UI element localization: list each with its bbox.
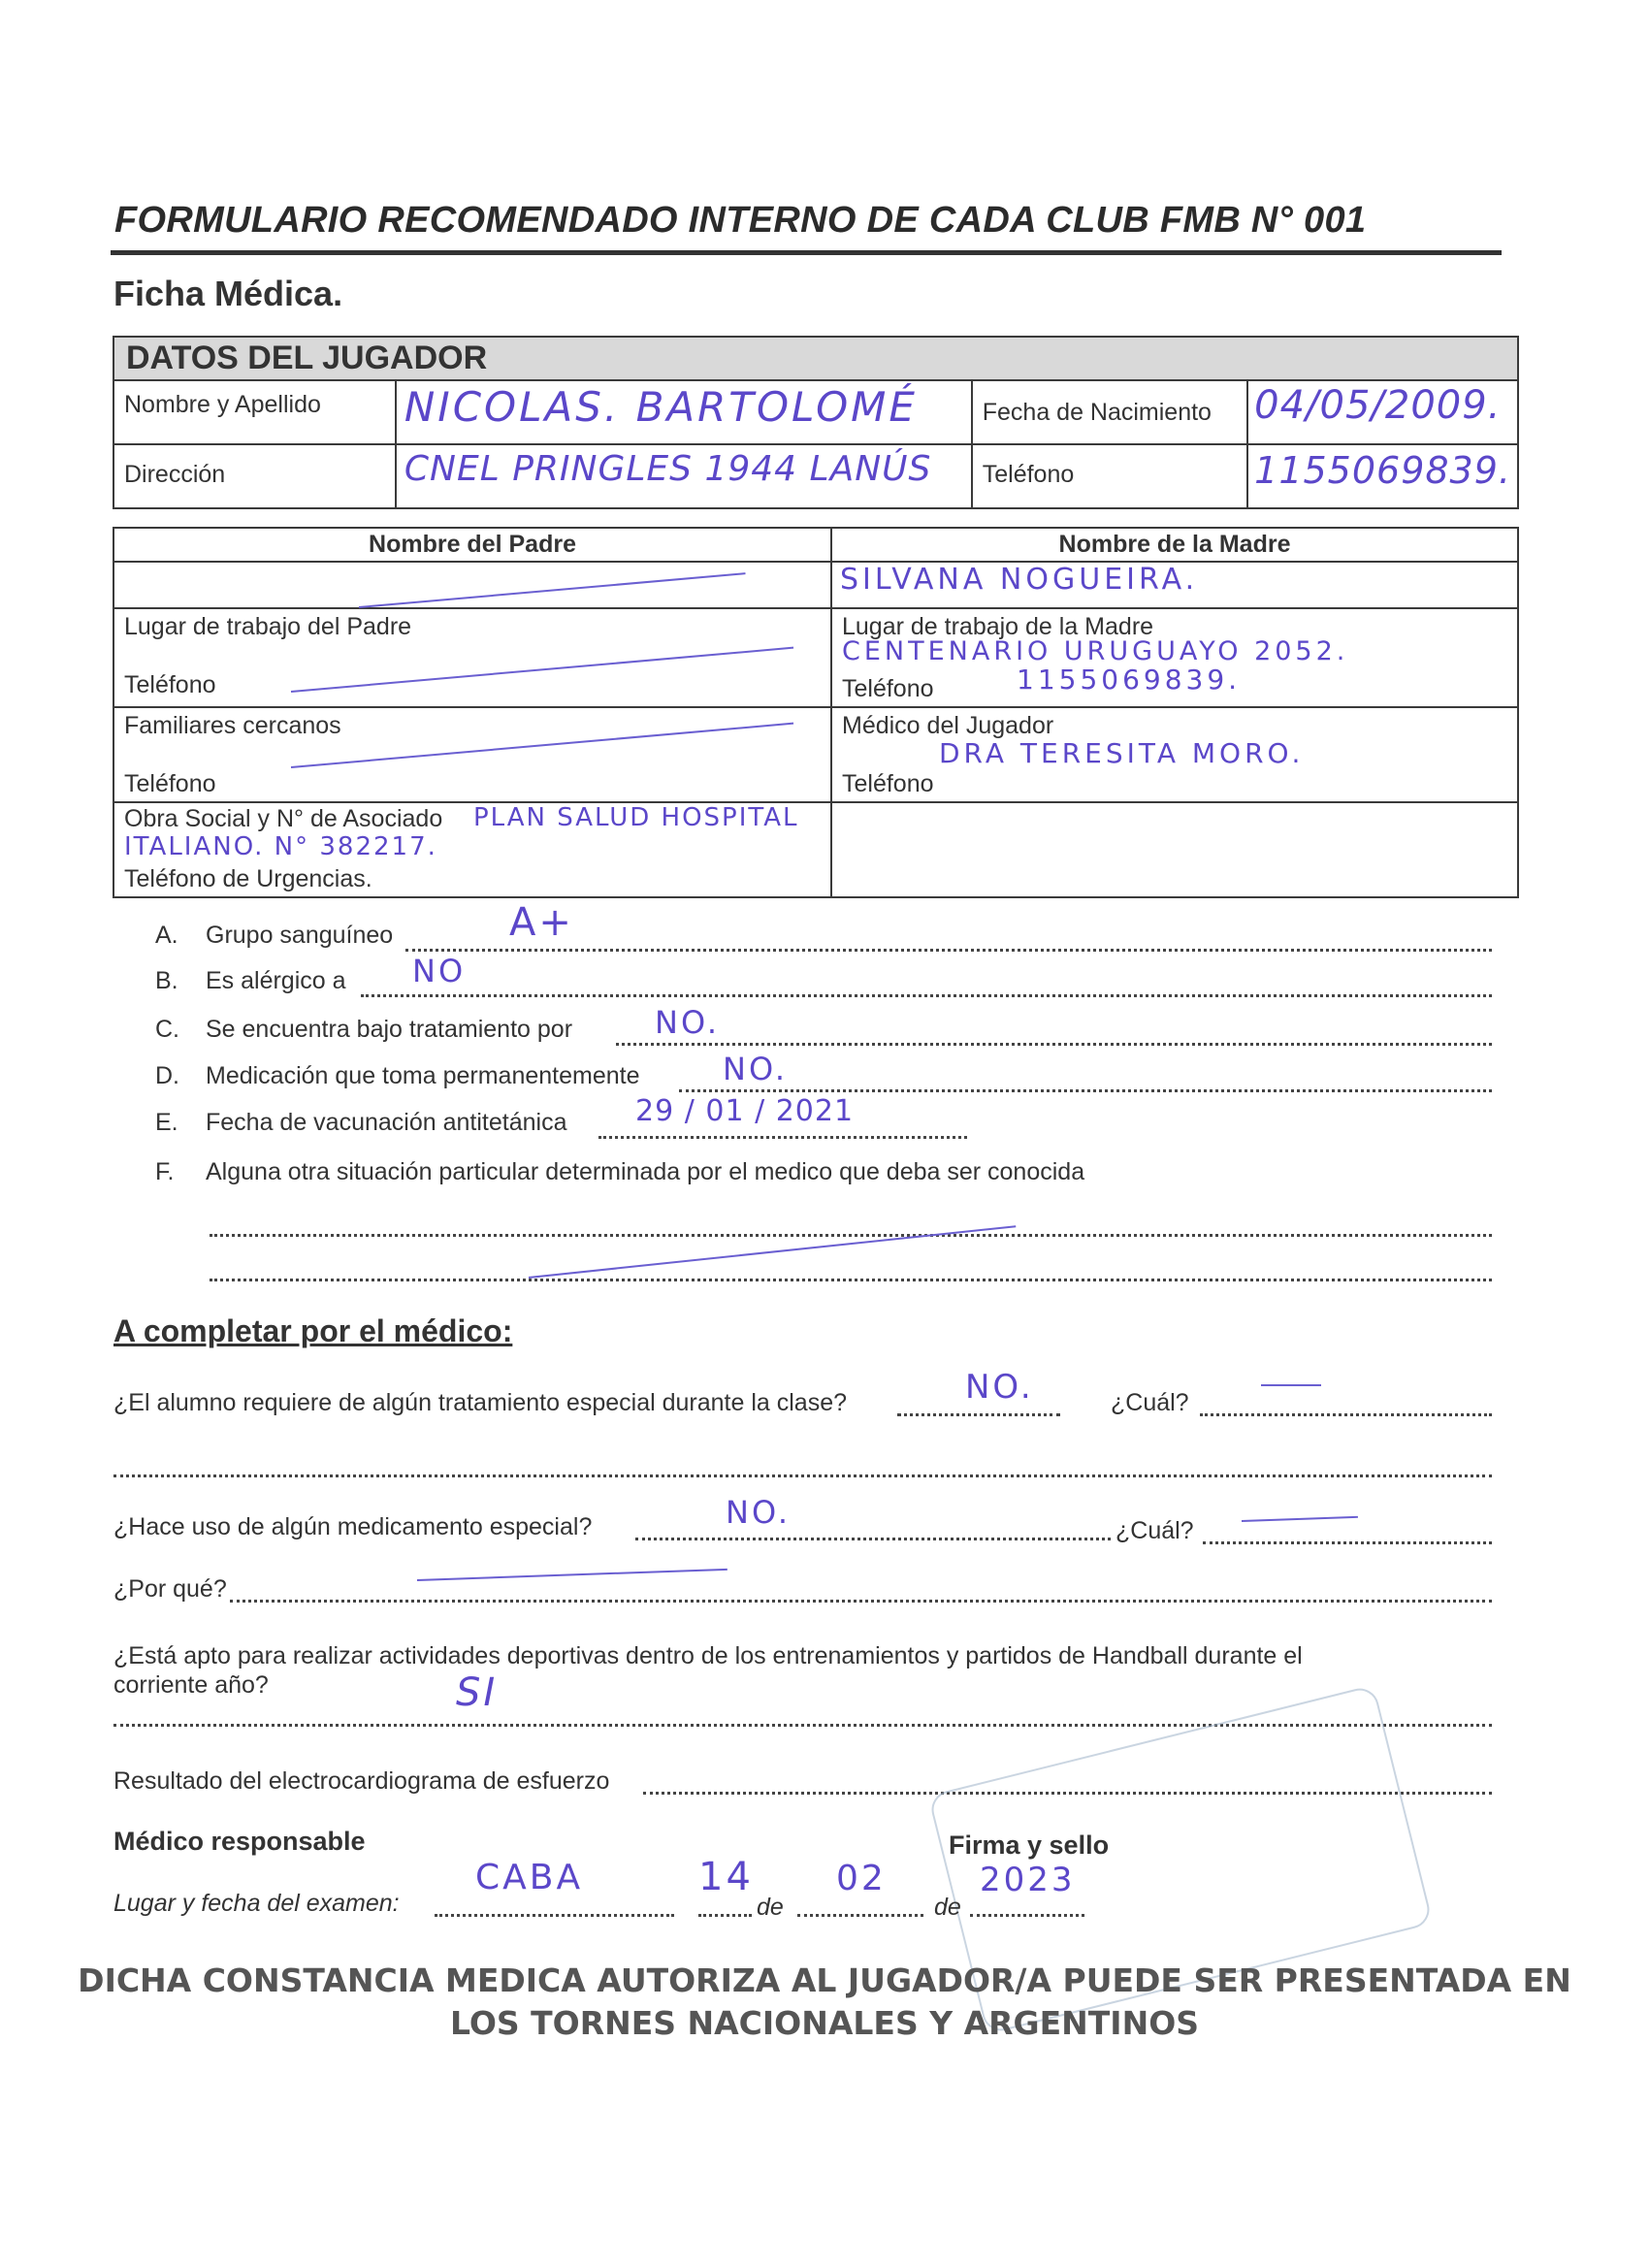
q1-which-label: ¿Cuál? xyxy=(1111,1389,1189,1416)
item-a-value: A+ xyxy=(509,900,574,945)
item-b-value: NO xyxy=(412,953,467,989)
question-why: ¿Por qué? xyxy=(113,1575,227,1603)
item-d-value: NO. xyxy=(723,1051,788,1087)
item-e: E. Fecha de vacunación antitetánica xyxy=(155,1109,567,1136)
mother-phone-label: Teléfono xyxy=(842,675,934,702)
question-treatment: ¿El alumno requiere de algún tratamiento especial durante la clase? xyxy=(113,1389,848,1416)
item-d-dotted-line xyxy=(679,1089,1492,1092)
item-d: D. Medicación que toma permanentemente xyxy=(155,1062,640,1089)
doctor-label: Médico del Jugador xyxy=(842,712,1054,739)
mother-name-value: SILVANA NOGUEIRA. xyxy=(840,563,1199,597)
form-title: FORMULARIO RECOMENDADO INTERNO DE CADA CLUB FMB N° 001 xyxy=(114,200,1367,241)
address-value: CNEL PRINGLES 1944 LANÚS xyxy=(404,449,932,489)
item-f-dotted-line-2 xyxy=(210,1279,1492,1281)
question-ecg: Resultado del electrocardiograma de esfuerzo xyxy=(113,1767,610,1795)
birth-value: 04/05/2009. xyxy=(1254,383,1502,428)
name-value: NICOLAS. BARTOLOMÉ xyxy=(404,383,918,431)
item-f: F. Alguna otra situación particular determinada por el medico que deba ser conocida xyxy=(155,1158,1085,1185)
footer-line-2: LOS TORNES NACIONALES Y ARGENTINOS xyxy=(449,2004,1200,2042)
item-e-value: 29 / 01 / 2021 xyxy=(635,1094,855,1128)
phone-label: Teléfono xyxy=(972,444,1247,508)
father-work-label: Lugar de trabajo del Padre xyxy=(124,613,412,640)
insurance-label: Obra Social y N° de Asociado xyxy=(124,805,443,832)
q1-answer-dotted-line xyxy=(897,1413,1060,1416)
item-b: B. Es alérgico a xyxy=(155,967,346,994)
relatives-phone-label: Teléfono xyxy=(124,770,216,797)
question-fit-line1: ¿Está apto para realizar actividades deportivas dentro de los entrenamientos y partidos de Handball durante el xyxy=(113,1642,1303,1669)
responsible-label: Médico responsable xyxy=(113,1827,366,1856)
place-date-label: Lugar y fecha del examen: xyxy=(113,1890,400,1917)
relatives-cell xyxy=(113,707,831,802)
place-value: CABA xyxy=(475,1858,584,1897)
question-medication: ¿Hace uso de algún medicamento especial? xyxy=(113,1513,593,1540)
q2-answer: NO. xyxy=(726,1494,791,1531)
dash-mark xyxy=(417,1569,728,1581)
form-subtitle: Ficha Médica. xyxy=(113,274,343,313)
player-section-title: DATOS DEL JUGADOR xyxy=(113,337,1518,380)
place-dotted-line xyxy=(435,1914,674,1917)
doctor-section-title: A completar por el médico: xyxy=(113,1313,513,1348)
item-e-dotted-line xyxy=(598,1136,967,1139)
item-a-dotted-line xyxy=(405,949,1492,952)
player-data-table xyxy=(113,336,1519,509)
item-b-dotted-line xyxy=(361,994,1492,997)
insurance-cell xyxy=(113,802,831,897)
insurance-value-2: ITALIANO. N° 382217. xyxy=(124,832,437,861)
mother-work-cell xyxy=(831,608,1518,707)
question-fit-line2: corriente año? xyxy=(113,1671,269,1699)
q4-answer: SI xyxy=(456,1670,499,1715)
item-c: C. Se encuentra bajo tratamiento por xyxy=(155,1016,573,1043)
father-phone-label: Teléfono xyxy=(124,671,216,698)
q2-which-label: ¿Cuál? xyxy=(1116,1517,1194,1544)
month-dotted-line xyxy=(797,1914,923,1917)
item-c-dotted-line xyxy=(616,1043,1492,1046)
mother-work-value: CENTENARIO URUGUAYO 2052. xyxy=(842,636,1349,666)
name-label: Nombre y Apellido xyxy=(113,380,396,444)
mother-header: Nombre de la Madre xyxy=(831,528,1518,562)
item-a: A. Grupo sanguíneo xyxy=(155,922,394,949)
father-name-cell xyxy=(113,562,831,608)
doctor-value: DRA TERESITA MORO. xyxy=(939,737,1305,769)
mother-work-label: Lugar de trabajo de la Madre xyxy=(842,613,1154,640)
year-dotted-line xyxy=(970,1914,1084,1917)
q2-answer-dotted-line xyxy=(635,1538,1111,1540)
title-rule xyxy=(111,250,1502,255)
dash-mark xyxy=(1242,1516,1358,1522)
day-dotted-line xyxy=(698,1914,752,1917)
de-label-1: de xyxy=(757,1894,784,1921)
month-value: 02 xyxy=(836,1859,887,1898)
insurance-value-1: PLAN SALUD HOSPITAL xyxy=(473,803,799,832)
father-header: Nombre del Padre xyxy=(113,528,831,562)
father-work-cell xyxy=(113,608,831,707)
phone-value: 1155069839. xyxy=(1254,449,1511,492)
insurance-empty-cell xyxy=(831,802,1518,897)
q3-dotted-line xyxy=(230,1600,1492,1603)
q2-which-dotted-line xyxy=(1203,1541,1492,1544)
q1-which-dotted-line xyxy=(1200,1413,1492,1416)
q1-answer: NO. xyxy=(965,1368,1034,1407)
de-label-2: de xyxy=(934,1894,961,1921)
q1-extra-dotted-line xyxy=(113,1474,1492,1477)
address-label: Dirección xyxy=(113,444,396,508)
emergency-phone-label: Teléfono de Urgencias. xyxy=(124,865,372,892)
birth-label: Fecha de Nacimiento xyxy=(972,380,1247,444)
item-c-value: NO. xyxy=(655,1004,720,1041)
mother-phone-value: 1155069839. xyxy=(1017,664,1242,696)
family-table xyxy=(113,527,1519,898)
relatives-label: Familiares cercanos xyxy=(124,712,341,739)
doctor-phone-label: Teléfono xyxy=(842,770,934,797)
day-value: 14 xyxy=(698,1855,754,1899)
item-f-dotted-line-1 xyxy=(210,1234,1492,1237)
dash-mark xyxy=(1261,1384,1321,1386)
signature-label: Firma y sello xyxy=(949,1831,1110,1860)
doctor-cell xyxy=(831,707,1518,802)
year-value: 2023 xyxy=(980,1861,1076,1899)
footer-line-1: DICHA CONSTANCIA MEDICA AUTORIZA AL JUGADOR/A PUEDE SER PRESENTADA EN xyxy=(78,1961,1571,1999)
